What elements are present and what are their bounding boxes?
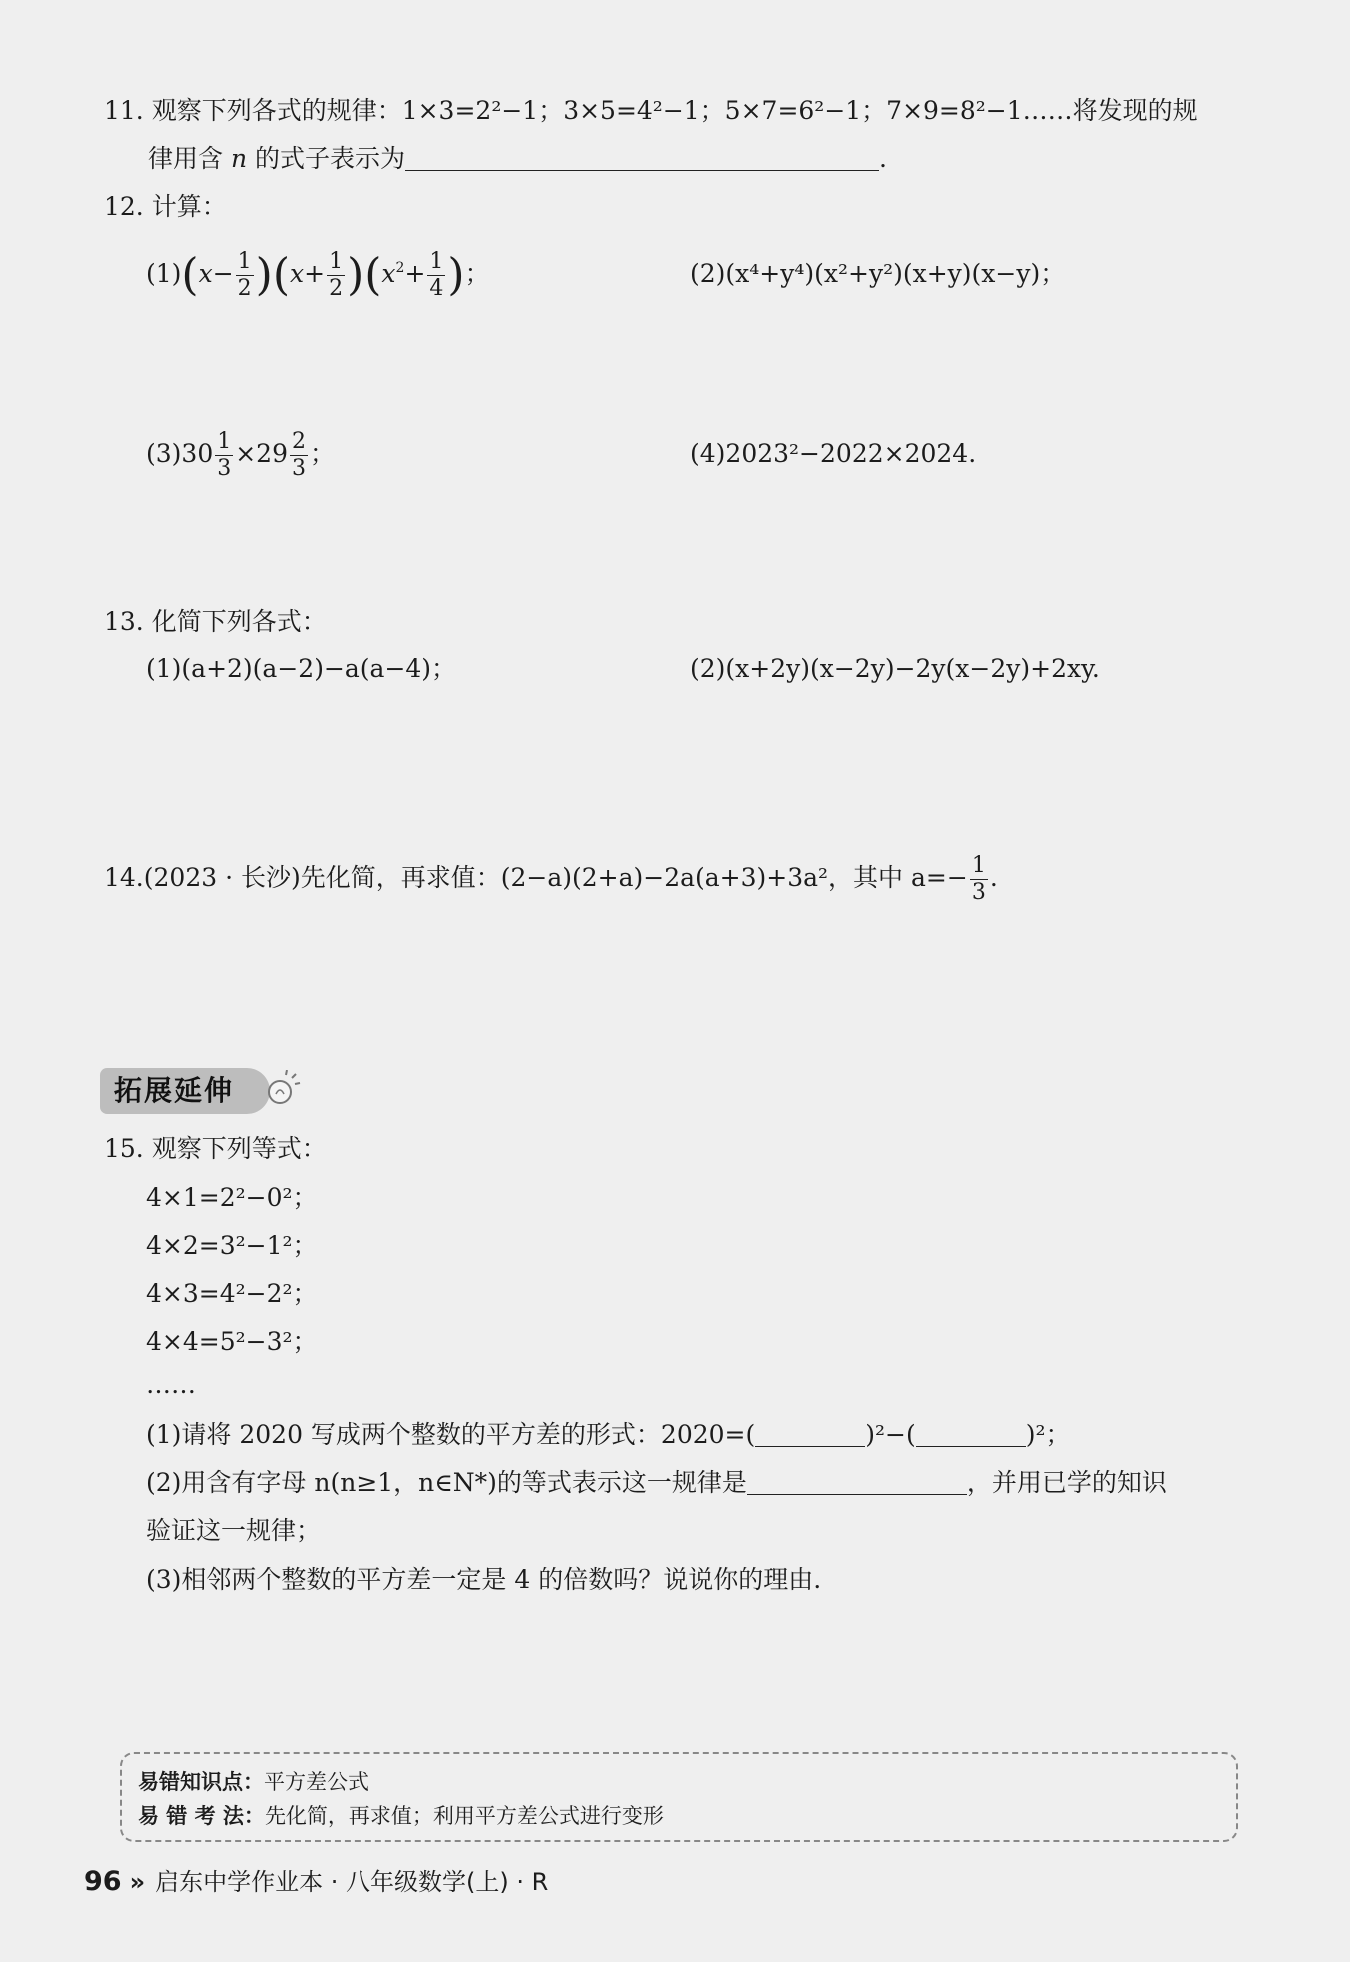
q15-p1-mid: )²−( bbox=[865, 1420, 916, 1449]
q15-blank-2[interactable] bbox=[916, 1420, 1026, 1447]
q12-p3-end: ； bbox=[310, 439, 336, 468]
q14-period: . bbox=[989, 863, 998, 892]
q15-eq-text: 4×2=3²−1²； bbox=[146, 1231, 318, 1260]
fraction: $\frac{1}{4}$ bbox=[429, 249, 444, 301]
q15-blank-3[interactable] bbox=[747, 1468, 967, 1495]
q15-eq-text: 4×4=5²−3²； bbox=[146, 1327, 318, 1356]
q12-part3 bbox=[146, 424, 335, 484]
q15-p1-end: )²； bbox=[1025, 1420, 1071, 1449]
q15-title-text: 15. 观察下列等式： bbox=[104, 1134, 327, 1163]
q12-title bbox=[104, 190, 227, 224]
q13-p2-text: (2)(x+2y)(x−2y)−2y(x−2y)+2xy. bbox=[690, 654, 1100, 683]
q15-ellipsis bbox=[146, 1368, 196, 1402]
q13-title-text: 13. 化简下列各式： bbox=[104, 607, 327, 636]
note-value: 平方差公式 bbox=[264, 1770, 369, 1794]
q12-p4-text: (4)2023²−2022×2024. bbox=[690, 439, 977, 468]
q15-p2-text: (2)用含有字母 n(n≥1，n∈N*)的等式表示这一规律是 bbox=[146, 1468, 747, 1497]
q13-part1 bbox=[146, 652, 456, 686]
q11-text2: 律用含 bbox=[148, 144, 231, 173]
q12-part2 bbox=[690, 257, 1065, 291]
section-banner bbox=[100, 1068, 270, 1114]
page-number: 96 bbox=[84, 1866, 122, 1897]
q12-p2-text: (2)(x⁴+y⁴)(x²+y²)(x+y)(x−y)； bbox=[690, 259, 1066, 288]
q15-eq bbox=[146, 1181, 318, 1215]
q12-p1-label: (1) bbox=[146, 259, 182, 288]
fraction: $\frac{1}{2}$ bbox=[329, 249, 344, 301]
q11-answer-blank[interactable] bbox=[405, 144, 879, 171]
q12-part4 bbox=[690, 437, 976, 471]
fraction: $\frac{1}{3}$ bbox=[971, 853, 986, 905]
q15-p1-text: (1)请将 2020 写成两个整数的平方差的形式：2020=( bbox=[146, 1420, 756, 1449]
q15-blank-1[interactable] bbox=[755, 1420, 865, 1447]
q13-title bbox=[104, 605, 327, 639]
note-key: 易错知识点： bbox=[138, 1770, 264, 1794]
q12-p3-mid: ×29 bbox=[235, 439, 288, 468]
q11-line2 bbox=[148, 142, 887, 176]
q11-text: 11. 观察下列各式的规律：1×3=2²−1；3×5=4²−1；5×7=6²−1；7×9=8²−1……将发现的规 bbox=[104, 96, 1198, 125]
q15-part2-line2 bbox=[146, 1514, 321, 1548]
q15-eq bbox=[146, 1325, 318, 1359]
q15-p2-post: ，并用已学的知识 bbox=[966, 1468, 1167, 1497]
q15-dots: …… bbox=[146, 1370, 196, 1399]
footer bbox=[84, 1862, 548, 1897]
q12-part1: (1)(x− $\frac{1}{2}$ )(x+ $\frac{1}{2}$ )($x^2+$ $\frac{1}{4}$ )； bbox=[146, 249, 490, 301]
book-title: 启东中学作业本 · 八年级数学(上) · R bbox=[155, 1868, 549, 1896]
q12-title-text: 12. 计算： bbox=[104, 192, 227, 221]
fraction: $\frac{2}{3}$ bbox=[292, 429, 306, 481]
q11-period: . bbox=[879, 144, 887, 173]
note-value: 先化简，再求值；利用平方差公式进行变形 bbox=[264, 1804, 664, 1828]
q15-part1 bbox=[146, 1418, 1071, 1452]
lightbulb-icon bbox=[262, 1070, 302, 1110]
fraction: $\frac{1}{3}$ bbox=[217, 429, 232, 481]
q15-part3 bbox=[146, 1563, 821, 1597]
section-label: 拓展延伸 bbox=[114, 1074, 235, 1107]
q12-p3-label: (3)30 bbox=[146, 439, 214, 468]
q13-part2 bbox=[690, 652, 1100, 686]
q11-line1 bbox=[104, 94, 1198, 128]
note-row-2 bbox=[138, 1800, 664, 1830]
q11-text3: 的式子表示为 bbox=[247, 144, 406, 173]
note-key: 易 错 考 法： bbox=[138, 1804, 265, 1828]
error-note-box bbox=[120, 1752, 1238, 1842]
chevron-icon: » bbox=[129, 1868, 146, 1896]
q13-p1-text: (1)(a+2)(a−2)−a(a−4)； bbox=[146, 654, 457, 683]
q15-eq bbox=[146, 1277, 318, 1311]
fraction: $\frac{1}{2}$ bbox=[237, 249, 252, 301]
q14-text: 14.(2023 · 长沙)先化简，再求值：(2−a)(2+a)−2a(a+3)+3a²，其中 a=− bbox=[104, 863, 968, 892]
q15-title bbox=[104, 1132, 327, 1166]
q15-p3-text: (3)相邻两个整数的平方差一定是 4 的倍数吗？说说你的理由. bbox=[146, 1565, 822, 1594]
q11-var: n bbox=[230, 144, 248, 173]
q15-eq bbox=[146, 1229, 318, 1263]
q15-eq-text: 4×1=2²−0²； bbox=[146, 1183, 318, 1212]
note-row-1 bbox=[138, 1766, 369, 1796]
q15-eq-text: 4×3=4²−2²； bbox=[146, 1279, 318, 1308]
q14 bbox=[104, 848, 998, 908]
q15-p2-line2-text: 验证这一规律； bbox=[146, 1516, 322, 1545]
q15-part2 bbox=[146, 1466, 1167, 1500]
